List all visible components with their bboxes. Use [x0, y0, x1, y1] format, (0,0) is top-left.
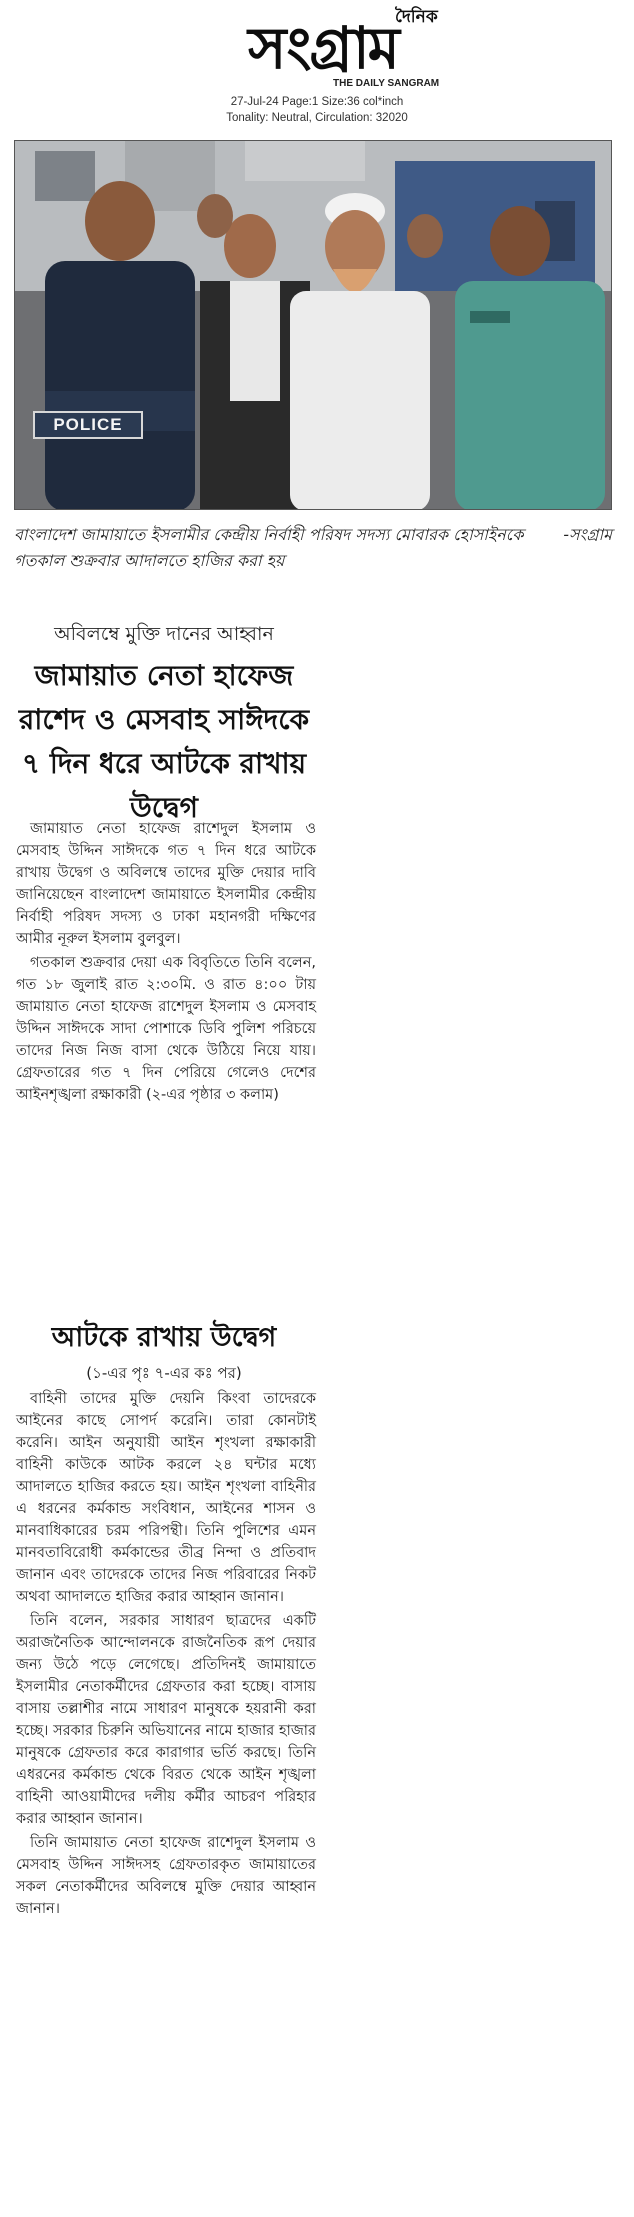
article-headline: জামায়াত নেতা হাফেজ রাশেদ ও মেসবাহ সাঈদকে ৭ দিন ধরে আটকে রাখায় উদ্বেগ	[18, 659, 310, 824]
news-photo	[14, 140, 612, 510]
photo-credit: -সংগ্রাম	[563, 525, 612, 544]
masthead-small-title: দৈনিক	[395, 7, 438, 27]
photo-caption-text: বাংলাদেশ জামায়াতে ইসলামীর কেন্দ্রীয় নির্বাহী পরিষদ সদস্য মোবারক হোসাইনকে গতকাল শুক্রবার আদালতে হাজির করা হয়	[14, 525, 524, 570]
masthead-english-title: THE DAILY SANGRAM	[333, 78, 440, 89]
article-kicker: অবিলম্বে মুক্তি দানের আহ্বান	[54, 623, 274, 645]
article-paragraph: জামায়াত নেতা হাফেজ রাশেদুল ইসলাম ও মেসবাহ উদ্দিন সাঈদকে গত ৭ দিন ধরে আটকে রাখায় উদ্বেগ ও অবিলম্বে তাদের মুক্তি দেয়ার দাবি জানিয়েছেন বাংলাদেশ জামায়াতে ইসলামীর কেন্দ্রীয় নির্বাহী পরিষদ সদস্য ও ঢাকা মহানগরী দক্ষিণের আমীর নূরুল ইসলাম বুলবুল।	[16, 821, 316, 947]
continuation-headline: আটকে রাখায় উদ্বেগ	[51, 1322, 277, 1353]
clipping-info: 27-Jul-24 Page:1 Size:36 col*inch	[230, 96, 404, 108]
police-vest-label: POLICE	[33, 411, 143, 439]
tonality-info: Tonality: Neutral, Circulation: 32020	[226, 112, 408, 124]
photo-caption	[14, 522, 612, 574]
continuation-paragraph: বাহিনী তাদের মুক্তি দেয়নি কিংবা তাদেরকে আইনের কাছে সোপর্দ করেনি। তারা কোনটাই করেনি। আইন অনুযায়ী আইন শৃংখলা রক্ষাকারী বাহিনী কাউকে আটক করলে ২৪ ঘন্টার মধ্যে আদালতে হাজির করতে হয়। আইন শৃংখলা বাহিনীর এ ধরনের কর্মকান্ড সংবিধান, আইনের শাসন ও মানবাধিকারের চরম পরিপন্থী। তিনি পুলিশের এমন মানবতাবিরোধী কর্মকান্ডের তীব্র নিন্দা ও প্রতিবাদ জানান এবং তাদেরকে তাদের নিজ পরিবারের নিকট অথবা আদালতে হাজির করার আহ্বান জানান।	[16, 1391, 316, 1605]
masthead	[0, 0, 634, 140]
masthead-logo: সংগ্রাম	[248, 14, 398, 82]
article-body	[16, 818, 316, 1108]
article-headline-block	[14, 618, 314, 830]
continuation-reference: (১-এর পৃঃ ৭-এর কঃ পর)	[86, 1364, 242, 1382]
news-photo-illustration	[15, 141, 612, 510]
article-paragraph: গতকাল শুক্রবার দেয়া এক বিবৃতিতে তিনি বলেন, গত ১৮ জুলাই রাত ২:৩০মি. ও রাত ৪:০০ টায় জামায়াত নেতা হাফেজ রাশেদুল ইসলাম ও মেসবাহ উদ্দিন সাঈদকে সাদা পোশাকে ডিবি পুলিশ পরিচয়ে তাদের নিজ নিজ বাসা থেকে উঠিয়ে নিয়ে যায়। গ্রেফতারের গত ৭ দিন পেরিয়ে গেলেও দেশের আইনশৃঙ্খলা রক্ষাকারী (২-এর পৃষ্ঠার ৩ কলাম)	[16, 955, 316, 1103]
continuation-paragraph: তিনি জামায়াত নেতা হাফেজ রাশেদুল ইসলাম ও মেসবাহ উদ্দিন সাঈদসহ গ্রেফতারকৃত জামায়াতের সকল নেতাকর্মীদের অবিলম্বে মুক্তি দেয়ার আহ্বান জানান।	[16, 1835, 316, 1917]
continuation-paragraph: তিনি বলেন, সরকার সাধারণ ছাত্রদের একটি অরাজনৈতিক আন্দোলনকে রাজনৈতিক রূপ দেয়ার জন্য উঠে পড়ে লেগেছে। প্রতিদিনই জামায়াতে ইসলামীর নেতাকর্মীদের গ্রেফতার করা হচ্ছে। বাসায় বাসায় তল্লাশীর নামে সাধারণ মানুষকে হয়রানী করা হচ্ছে। সরকার চিরুনি অভিযানের নামে হাজার হাজার মানুষকে গ্রেফতার করে কারাগার ভর্তি করছে। তিনি এধরনের কর্মকান্ড থেকে বিরত থেকে আইন শৃঙ্খলা বাহিনী আওয়ামীদের দলীয় কর্মীর আচরণ পরিহার করার আহ্বান জানান।	[16, 1613, 316, 1827]
continuation-body	[16, 1388, 316, 1922]
